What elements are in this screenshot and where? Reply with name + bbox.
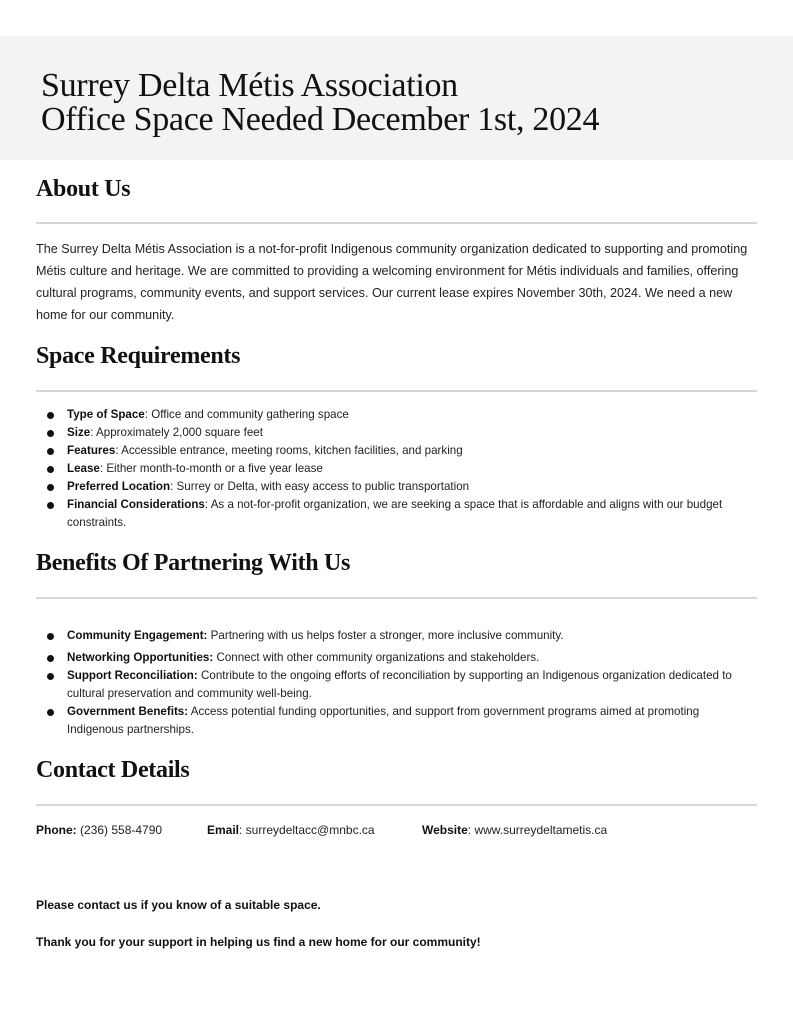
contact-website [422, 823, 607, 837]
benefit-label: Support Reconciliation: [67, 669, 198, 682]
closing-thanks: Thank you for your support in helping us find a new home for our community! [36, 935, 481, 949]
contact-phone [36, 823, 162, 837]
about-body: The Surrey Delta Métis Association is a not-for-profit Indigenous community organization dedicated to supporting and promoting Métis culture and heritage. We are committed to providing a welcoming environment for Métis individuals and families, offering cultural programs, community events, and support services. Our current lease expires November 30th, 2024. We need a new home for our community. [36, 242, 748, 322]
benefit-item [36, 627, 756, 645]
requirement-item [36, 424, 756, 442]
benefit-text: Partnering with us helps foster a stronger, more inclusive community. [210, 629, 564, 642]
email-value[interactable]: : surreydeltacc@mnbc.ca [239, 823, 375, 837]
website-label: Website [422, 823, 468, 837]
requirement-separator: : [99, 462, 107, 475]
contact-divider [36, 804, 757, 806]
benefit-label: Community Engagement: [67, 629, 208, 642]
requirements-list [36, 406, 756, 532]
contact-email [207, 823, 375, 837]
requirements-heading: Space Requirements [36, 343, 241, 369]
contact-heading: Contact Details [36, 757, 190, 783]
phone-value[interactable]: (236) 558-4790 [76, 823, 163, 837]
benefit-text: Access potential funding opportunities, and support from government programs aimed at promoting Indigenous partnerships. [67, 705, 700, 736]
requirement-label: Type of Space [67, 408, 145, 421]
requirement-item [36, 478, 756, 496]
benefits-heading: Benefits Of Partnering With Us [36, 550, 351, 576]
benefit-item [36, 649, 756, 667]
requirement-text: As a not-for-profit organization, we are seeking a space that is affordable and aligns with our budget constraints. [67, 498, 723, 529]
requirement-label: Financial Considerations [67, 498, 205, 511]
requirement-separator: : [90, 426, 97, 439]
benefits-list [36, 627, 756, 739]
closing-request: Please contact us if you know of a suitable space. [36, 898, 321, 912]
requirement-label: Size [67, 426, 91, 439]
requirement-item [36, 442, 756, 460]
benefit-text: Connect with other community organizations and stakeholders. [216, 651, 540, 664]
page-title [41, 69, 599, 137]
requirement-text: Either month-to-month or a five year lease [106, 462, 323, 475]
requirement-item [36, 406, 756, 424]
requirement-separator: : [204, 498, 211, 511]
requirement-separator: : [115, 444, 122, 457]
benefits-divider [36, 597, 757, 599]
about-heading: About Us [36, 176, 131, 202]
benefit-label: Government Benefits: [67, 705, 189, 718]
requirement-item [36, 496, 756, 532]
benefit-item [36, 667, 756, 703]
about-divider [36, 222, 757, 224]
requirement-text: Approximately 2,000 square feet [96, 426, 263, 439]
requirement-label: Features [67, 444, 116, 457]
phone-label: Phone: [36, 823, 77, 837]
requirement-label: Lease [67, 462, 100, 475]
requirement-text: Office and community gathering space [151, 408, 349, 421]
website-value[interactable]: : www.surreydeltametis.ca [467, 823, 608, 837]
benefit-text: Contribute to the ongoing efforts of reconciliation by supporting an Indigenous organization dedicated to cultural preservation and community well-being. [67, 669, 732, 700]
requirement-text: Surrey or Delta, with easy access to public transportation [176, 480, 470, 493]
requirement-label: Preferred Location [67, 480, 171, 493]
email-label: Email [207, 823, 240, 837]
benefit-label: Networking Opportunities: [67, 651, 214, 664]
requirement-item [36, 460, 756, 478]
requirements-divider [36, 390, 757, 392]
page-title-line-2: Office Space Needed December 1st, 2024 [41, 101, 600, 138]
page-title-line-1: Surrey Delta Métis Association [41, 67, 458, 104]
benefit-item [36, 703, 756, 739]
requirement-text: Accessible entrance, meeting rooms, kitchen facilities, and parking [121, 444, 463, 457]
requirement-separator: : [144, 408, 152, 421]
requirement-separator: : [170, 480, 177, 493]
